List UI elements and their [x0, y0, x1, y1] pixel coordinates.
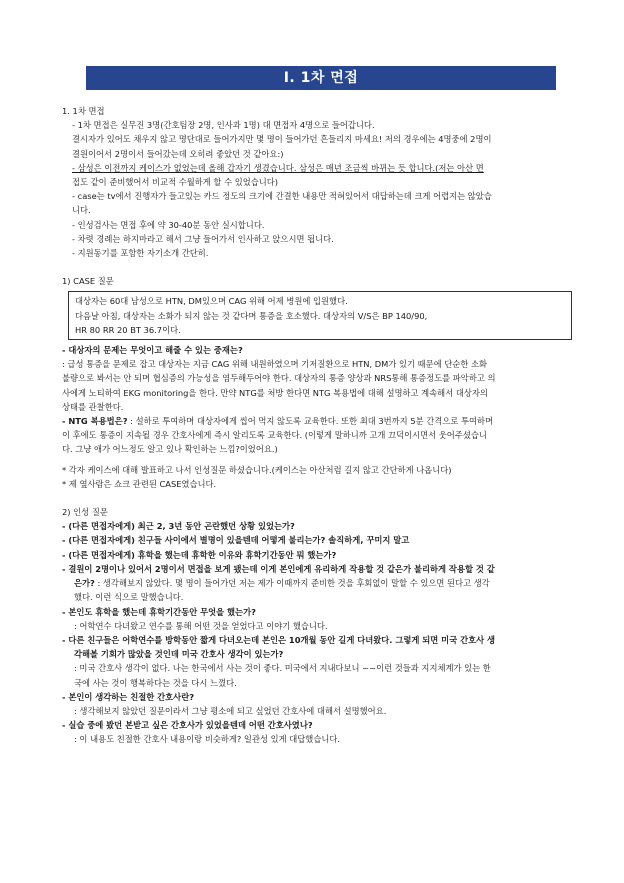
section1-line: - case는 tv에서 진행자가 들고있는 카드 정도의 크기에 간결한 내용만 적혀있어서 대답하는데 크게 어렵지는 않았습 [72, 191, 492, 202]
case-answer-line: 다. 그냥 애가 어느정도 알고 있나 확인하는 느낌?이었어요.) [62, 444, 278, 455]
document-content [62, 104, 572, 747]
personality-answer: 했다. 이런 식으로 말했습니다. [74, 592, 184, 603]
personality-heading: 2) 인성 질문 [62, 507, 108, 518]
case-note: * 제 옆사람은 쇼크 관련된 CASE였습니다. [62, 478, 217, 489]
personality-question: - (다른 면접자에게) 최근 2, 3년 동안 곤란했던 상황 있었는가? [62, 521, 295, 532]
case-answer-line: 사에게 노티하여 EKG monitoring을 한다. 만약 NTG를 처방 한다면 NTG 복용법에 대해 설명하고 계속해서 대상자의 [62, 387, 488, 398]
personality-question: - 결원이 2명이나 있어서 2명이서 면접을 보게 됐는데 이게 본인에게 유리하게 작용할 것 같은가 불리하게 작용할 것 같 [62, 563, 495, 574]
personality-question-cont [62, 576, 572, 590]
section1-line: 결원이어서 2명이서 들어갔는데 오히려 좋았던 것 같아요:) [72, 148, 284, 159]
personality-question: - (다른 면접자에게) 친구들 사이에서 별명이 있을텐데 어떻게 불리는가? 솔직하게, 꾸미지 말고 [62, 535, 410, 546]
personality-answer: : 미국 간호사 생각이 없다. 나는 한국에서 사는 것이 좋다. 미국에서 지내다보니 ~~이런 것들과 지지체계가 있는 한 [74, 663, 491, 674]
case-note: * 각자 케이스에 대해 발표하고 나서 인성질문 하셨습니다.(케이스는 아산처럼 길지 않고 간단하게 나옵니다) [62, 464, 452, 475]
case-answer-2-inline: : 설하로 투여하며 대상자에게 씹어 먹지 않도록 교육한다. 또한 최대 3번까지 5분 간격으로 투여하며 [127, 416, 494, 427]
personality-answer: : 이 내용도 친절한 간호사 내용이랑 비슷하게? 일관성 있게 대답했습니다. [74, 734, 341, 745]
section1-line: 접도 같이 준비했어서 비교적 수월하게 할 수 있었습니다) [72, 177, 279, 188]
section1-line: - 차렷 경례는 하지마라고 해서 그냥 들어가서 인사하고 앉으시면 됩니다. [72, 233, 334, 244]
case-question-2-line [62, 414, 572, 428]
personality-question: - 실습 중에 봤던 본받고 싶은 간호사가 있었을텐데 어떤 간호사였나? [62, 720, 313, 731]
case-box [68, 291, 572, 340]
case-question-2: - NTG 복용법은? [62, 416, 128, 427]
section1-line: - 1차 면접은 실무진 3명(간호팀장 2명, 인사과 1명) 대 면접자 4명으로 들어갑니다. [72, 120, 375, 131]
section1-body [62, 118, 572, 260]
case-answer-line: 상태를 관찰한다. [62, 401, 124, 412]
case-answer-line: : 급성 통증을 문제로 잡고 대상자는 지금 CAG 위해 내원하였으며 기저질환으로 HTN, DM가 있기 때문에 단순한 소화 [62, 359, 488, 370]
case-box-line: 대상자는 60대 남성으로 HTN, DM있으며 CAG 위해 어제 병원에 입원했다. [75, 296, 348, 307]
personality-answer: : 어학연수 다녀왔고 연수를 통해 어떤 것을 얻었다고 이야기 했습니다. [74, 620, 328, 631]
personality-question: - 본인도 휴학을 했는데 휴학기간동안 무엇을 했는가? [62, 606, 256, 617]
personality-question: - 본인이 생각하는 친절한 간호사란? [62, 691, 195, 702]
personality-answer: 국에 사는 것이 행복하다는 것을 다시 느꼈다. [74, 677, 237, 688]
section1-line: - 지원동기를 포함한 자기소개 간단히. [72, 248, 209, 259]
case-answer-line: 이 후에도 통증이 지속될 경우 간호사에게 즉시 알리도록 교육한다. (이렇게 말하니까 고개 끄덕이시면서 웃어주셨습니 [62, 430, 487, 441]
page-title: Ⅰ. 1차 면접 [86, 66, 556, 90]
case-question-1: - 대상자의 문제는 무엇이고 해줄 수 있는 중재는? [62, 345, 243, 356]
personality-answer-inline: : 생각해보지 않았다. 몇 명이 들어가던 저는 제가 이때까지 준비한 것을 후회없이 말할 수 있으면 된다고 생각 [94, 578, 490, 589]
personality-question-tail: 은가? [74, 578, 95, 589]
personality-question: - (다른 면접자에게) 휴학을 했는데 휴학한 이유와 휴학기간동안 뭐 했는가? [62, 549, 337, 560]
case-box-line: HR 80 RR 20 BT 36.7이다. [75, 324, 181, 335]
case-box-line: 다음날 아침, 대상자는 소화가 되지 않는 것 같다며 통증을 호소했다. 대상자의 V/S은 BP 140/90, [75, 310, 428, 321]
section1-line: 니다. [72, 205, 91, 216]
case-heading: 1) CASE 질문 [62, 276, 114, 287]
personality-answer: : 생각해보지 않았던 질문이라서 그냥 평소에 되고 싶었던 간호사에 대해서 설명했어요. [74, 705, 387, 716]
section1-line: - 인성검사는 면접 후에 약 30-40분 동안 실시합니다. [72, 219, 265, 230]
case-answer-line: 불량으로 봐서는 안 되며 협심증의 가능성을 염두해두어야 한다. 대상자의 통증 양상과 NRS통해 통증정도를 파악하고 의 [62, 373, 496, 384]
personality-question: - 다른 친구들은 어학연수를 방학동안 짧게 다녀오는데 본인은 10개월 동안 길게 다녀왔다. 그렇게 되면 미국 간호사 생 [62, 634, 496, 645]
personality-question-tail: 각해볼 기회가 많았을 것인데 미국 간호사 생각이 있는가? [74, 649, 284, 660]
section1-heading: 1. 1차 면접 [62, 106, 105, 116]
section1-line: 결시자가 있어도 채우지 않고 명단대로 들어가지만 몇 명이 들어가던 흔들리지 마세요! 저의 경우에는 4명중에 2명이 [72, 134, 492, 145]
section1-line: - 삼성은 이전까지 케이스가 없었는데 올해 갑자기 생겼습니다. 삼성은 매년 조금씩 바뀌는 듯 합니다.(저는 아산 면 [72, 162, 484, 173]
